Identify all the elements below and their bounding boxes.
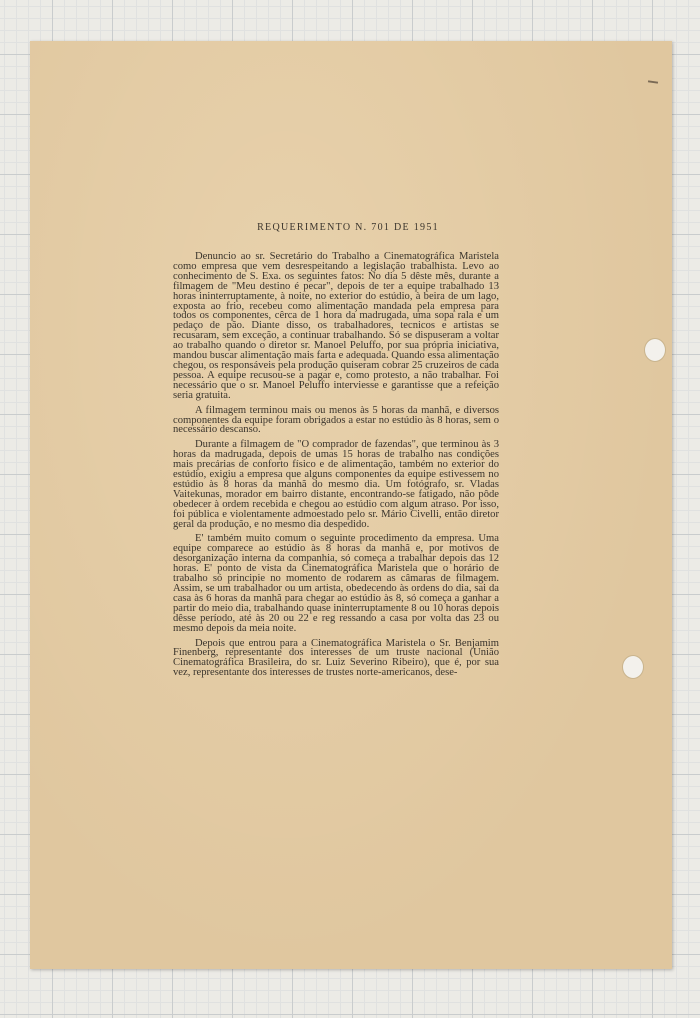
document-page: [30, 41, 672, 969]
pencil-mark: [648, 80, 658, 83]
punch-hole: [644, 338, 666, 362]
document-body: [173, 252, 499, 683]
paragraph: Durante a filmagem de "O comprador de fazendas", que terminou às 3 horas da madrugada, depois de umas 15 horas de trabalho nas condições mais precárias de conforto físico e de alimentação, também no exterior do estúdio, exigiu a empresa que alguns componentes da equipe estivessem no estúdio às 8 horas da manhã do mesmo dia. Um fotógrafo, sr. Vladas Vaitekunas, morador em bairro distante, encontrando-se fatigado, não pôde obedecer à ordem recebida e chegou ao estúdio com algum atraso. Por isso, foi pública e violentamente admoestado pelo sr. Mário Civelli, então diretor geral da produção, e no mesmo dia despedido.: [173, 439, 499, 530]
document-heading: REQUERIMENTO N. 701 DE 1951: [257, 222, 439, 233]
paragraph: Denuncio ao sr. Secretário do Trabalho a Cinematográfica Maristela como empresa que vem desrespeitando a legislação trabalhista. Levo ao conhecimento de S. Exa. os seguintes fatos: No dia 5 dêste mês, durante a filmagem de "Meu destino é pecar", depois de ter a equipe trabalhado 13 horas ininterruptamente, à noite, no exterior do estúdio, à beira de um lago, exposta ao frio, recebeu como alimentação mandada pela empresa para todos os componentes, cêrca de 1 hora da madrugada, uma sopa rala e um pedaço de pão. Diante disso, os trabalhadores, tecnicos e artistas se recusaram, sem exceção, a continuar trabalhando. Só se dispuseram a voltar ao trabalho quando o diretor sr. Manoel Peluffo, por sua própria iniciativa, mandou buscar alimentação mais farta e adequada. Quando essa alimentação chegou, os responsáveis pela produção quiseram cobrar 25 cruzeiros de cada pessoa. A equipe recusou-se a pagar e, como protesto, a não trabalhar. Foi necessário que o sr. Manoel Peluffo interviesse e garantisse que a refeição seria gratuita.: [173, 251, 499, 401]
paragraph: Depois que entrou para a Cinematográfica Maristela o Sr. Benjamim Finenberg, representante dos interesses de um truste nacional (União Cinematográfica Brasileira, do sr. Luiz Severino Ribeiro), que é, por sua vez, representante dos interesses de trustes norte-americanos, dese-: [173, 637, 499, 679]
punch-hole: [622, 655, 644, 679]
paragraph: E' também muito comum o seguinte procedimento da empresa. Uma equipe comparece ao estúdio às 8 horas da manhã e, por motivos de desorganização interna da companhia, só começa a trabalhar depois das 12 horas. E' ponto de vista da Cinematográfica Maristela que o horário de trabalho só principie no momento de rodarem as câmaras de filmagem. Assim, se um trabalhador ou um artista, obedecendo às ordens do dia, sai da casa às 6 horas da manhã para chegar ao estúdio às 8, só começa a ganhar a partir do meio dia, trabalhando quase ininterruptamente 8 ou 10 horas depois dêsse período, até às 20 ou 22 e reg ressando a casa por volta das 23 ou mesmo depois da meia noite.: [173, 533, 499, 634]
paragraph: A filmagem terminou mais ou menos às 5 horas da manhã, e diversos componentes da equipe foram obrigados a estar no estúdio às 8 horas, sem o necessário descanso.: [173, 404, 499, 436]
